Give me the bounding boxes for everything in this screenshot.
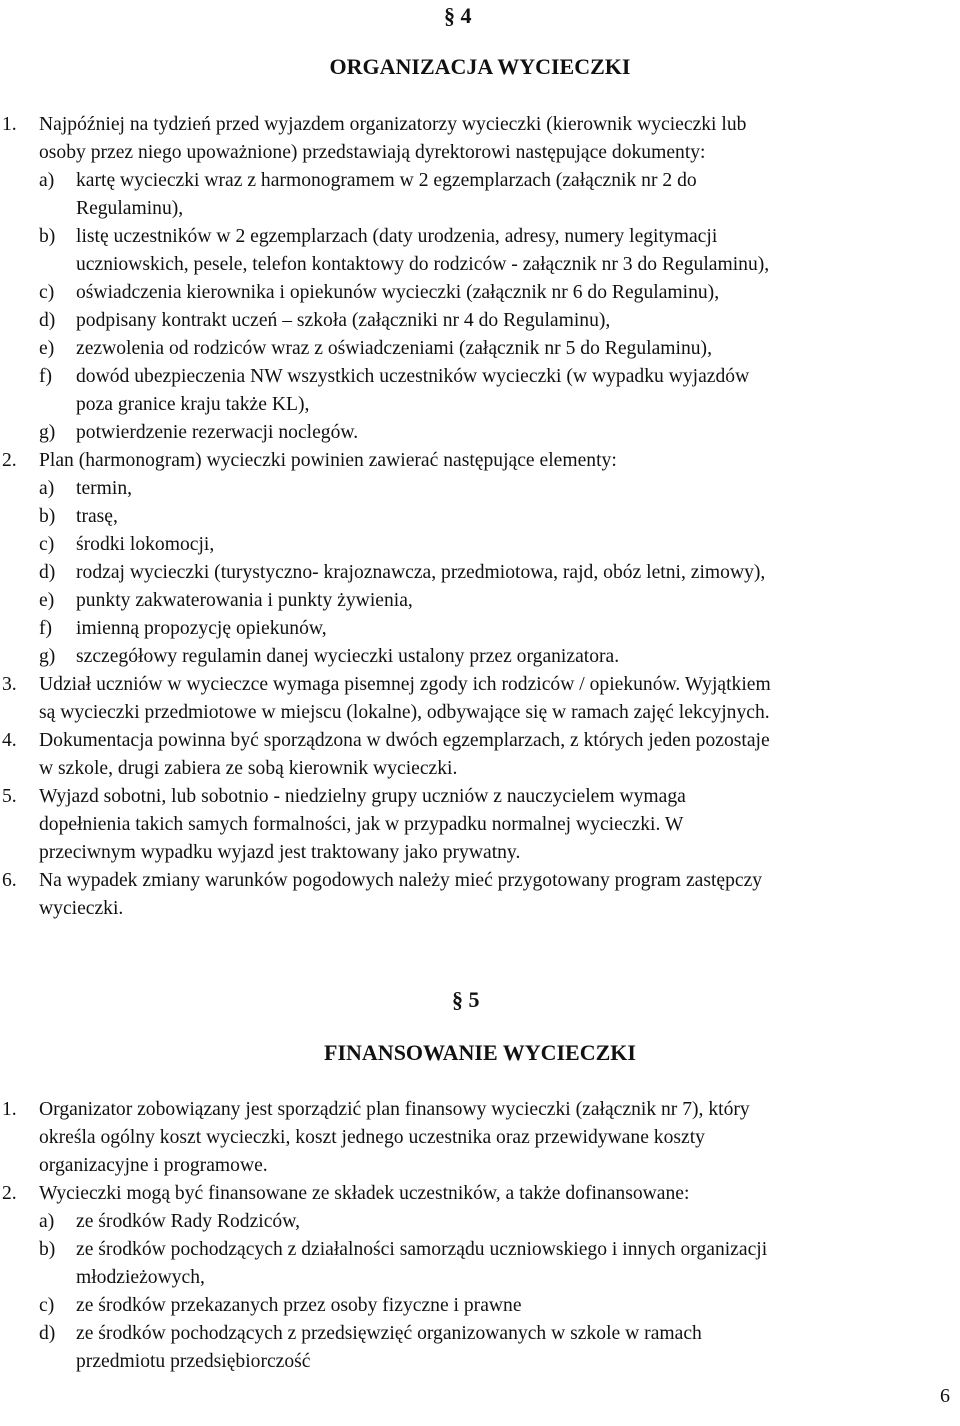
item-text: Plan (harmonogram) wycieczki powinien zawierać następujące elementy: — [39, 450, 617, 471]
list-item-line — [0, 811, 960, 839]
sub-item-text: młodzieżowych, — [76, 1267, 205, 1288]
sub-item-text: rodzaj wycieczki (turystyczno- krajoznawcza, przedmiotowa, rajd, obóz letni, zimowy), — [76, 562, 766, 583]
sub-item-letter: b) — [39, 506, 56, 527]
sub-item-line — [0, 531, 960, 559]
sub-item-text: potwierdzenie rezerwacji noclegów. — [76, 422, 359, 443]
sub-item-text: Regulaminu), — [76, 198, 184, 219]
list-item — [0, 1180, 960, 1376]
sub-item-letter: d) — [39, 1323, 56, 1344]
item-number: 3. — [2, 674, 17, 695]
sub-item-letter: c) — [39, 282, 55, 303]
sub-item-letter: c) — [39, 534, 55, 555]
section-5-title: FINANSOWANIE WYCIECZKI — [324, 1040, 636, 1065]
section-5-sign: § 5 — [452, 987, 480, 1012]
list-item-line — [0, 839, 960, 867]
list-item-line — [0, 895, 960, 923]
list-item — [0, 783, 960, 867]
sub-item-line — [0, 1264, 960, 1292]
sub-item-letter: e) — [39, 338, 55, 359]
sub-item-line — [0, 223, 960, 251]
item-text: określa ogólny koszt wycieczki, koszt jednego uczestnika oraz przewidywane koszty — [39, 1127, 705, 1148]
sub-item-line — [0, 503, 960, 531]
item-text: przeciwnym wypadku wyjazd jest traktowany jako prywatny. — [39, 842, 521, 863]
sub-item-text: szczegółowy regulamin danej wycieczki ustalony przez organizatora. — [76, 646, 620, 667]
page-number: 6 — [940, 1385, 950, 1407]
sub-item-letter: a) — [39, 170, 55, 191]
sub-item-text: kartę wycieczki wraz z harmonogramem w 2 egzemplarzach (załącznik nr 2 do — [76, 170, 697, 191]
sub-item-letter: g) — [39, 422, 56, 443]
sub-item-text: oświadczenia kierownika i opiekunów wycieczki (załącznik nr 6 do Regulaminu), — [76, 282, 720, 303]
sub-item-line — [0, 1320, 960, 1348]
list-item — [0, 447, 960, 671]
item-number: 6. — [2, 870, 17, 891]
list-item-line — [0, 727, 960, 755]
list-item-line — [0, 671, 960, 699]
list-item — [0, 867, 960, 923]
item-text: Najpóźniej na tydzień przed wyjazdem organizatorzy wycieczki (kierownik wycieczki lub — [39, 114, 747, 135]
item-text: Organizator zobowiązany jest sporządzić plan finansowy wycieczki (załącznik nr 7), który — [39, 1099, 750, 1120]
item-text: Dokumentacja powinna być sporządzona w dwóch egzemplarzach, z których jeden pozostaje — [39, 730, 770, 751]
list-item — [0, 1096, 960, 1180]
sub-item-letter: g) — [39, 646, 56, 667]
sub-item-letter: f) — [39, 618, 53, 639]
sub-item-line — [0, 391, 960, 419]
sub-item-text: ze środków pochodzących z działalności samorządu uczniowskiego i innych organizacji — [76, 1239, 768, 1260]
sub-item-text: imienną propozycję opiekunów, — [76, 618, 327, 639]
list-item-line — [0, 699, 960, 727]
sub-item-letter: c) — [39, 1295, 55, 1316]
sub-item-letter: d) — [39, 562, 56, 583]
list-item-line — [0, 755, 960, 783]
sub-item-line — [0, 335, 960, 363]
list-item — [0, 671, 960, 727]
sub-item-text: listę uczestników w 2 egzemplarzach (daty urodzenia, adresy, numery legitymacji — [76, 226, 718, 247]
item-text: Wyjazd sobotni, lub sobotnio - niedzielny grupy uczniów z nauczycielem wymaga — [39, 786, 686, 807]
item-number: 1. — [2, 114, 17, 135]
sub-item-text: poza granice kraju także KL), — [76, 394, 310, 415]
sub-item-line — [0, 615, 960, 643]
list-item-line — [0, 1124, 960, 1152]
sub-item-text: ze środków pochodzących z przedsięwzięć organizowanych w szkole w ramach — [76, 1323, 702, 1344]
list-item-line — [0, 447, 960, 475]
sub-item-text: dowód ubezpieczenia NW wszystkich uczestników wycieczki (w wypadku wyjazdów — [76, 366, 750, 387]
sub-item-text: środki lokomocji, — [76, 534, 215, 555]
sub-item-line — [0, 643, 960, 671]
sub-item-line — [0, 1236, 960, 1264]
sub-item-letter: b) — [39, 226, 56, 247]
sub-item-line — [0, 167, 960, 195]
section-5-body — [0, 1096, 960, 1376]
list-item-line — [0, 867, 960, 895]
sub-item-line — [0, 419, 960, 447]
sub-item-text: punkty zakwaterowania i punkty żywienia, — [76, 590, 413, 611]
sub-item-text: podpisany kontrakt uczeń – szkoła (załączniki nr 4 do Regulaminu), — [76, 310, 611, 331]
item-number: 5. — [2, 786, 17, 807]
sub-item-text: zezwolenia od rodziców wraz z oświadczeniami (załącznik nr 5 do Regulaminu), — [76, 338, 712, 359]
sub-item-line — [0, 559, 960, 587]
section-4-title: ORGANIZACJA WYCIECZKI — [329, 54, 631, 79]
sub-item-text: ze środków Rady Rodziców, — [76, 1211, 301, 1232]
sub-item-letter: e) — [39, 590, 55, 611]
sub-item-text: ze środków przekazanych przez osoby fizyczne i prawne — [76, 1295, 522, 1316]
sub-item-line — [0, 1292, 960, 1320]
item-text: wycieczki. — [39, 898, 124, 919]
list-item-line — [0, 783, 960, 811]
sub-item-letter: f) — [39, 366, 53, 387]
list-item-line — [0, 1152, 960, 1180]
list-item — [0, 727, 960, 783]
section-4-sign: § 4 — [444, 3, 472, 28]
item-text: osoby przez niego upoważnione) przedstawiają dyrektorowi następujące dokumenty: — [39, 142, 706, 163]
sub-item-letter: b) — [39, 1239, 56, 1260]
sub-item-line — [0, 251, 960, 279]
item-text: organizacyjne i programowe. — [39, 1155, 268, 1176]
item-text: Na wypadek zmiany warunków pogodowych należy mieć przygotowany program zastępczy — [39, 870, 763, 891]
list-item-line — [0, 1096, 960, 1124]
sub-item-line — [0, 279, 960, 307]
item-text: Wycieczki mogą być finansowane ze składek uczestników, a także dofinansowane: — [39, 1183, 690, 1204]
item-text: Udział uczniów w wycieczce wymaga pisemnej zgody ich rodziców / opiekunów. Wyjątkiem — [39, 674, 771, 695]
list-item-line — [0, 111, 960, 139]
sub-item-letter: a) — [39, 478, 55, 499]
sub-item-line — [0, 1348, 960, 1376]
list-item — [0, 111, 960, 447]
item-text: są wycieczki przedmiotowe w miejscu (lokalne), odbywające się w ramach zajęć lekcyjnych. — [39, 702, 770, 723]
sub-item-text: przedmiotu przedsiębiorczość — [76, 1351, 311, 1372]
sub-item-letter: d) — [39, 310, 56, 331]
sub-item-line — [0, 475, 960, 503]
list-item-line — [0, 139, 960, 167]
item-number: 2. — [2, 1183, 17, 1204]
sub-item-line — [0, 1208, 960, 1236]
sub-item-line — [0, 195, 960, 223]
item-text: w szkole, drugi zabiera ze sobą kierownik wycieczki. — [39, 758, 458, 779]
sub-item-line — [0, 307, 960, 335]
sub-item-text: trasę, — [76, 506, 118, 527]
sub-item-text: termin, — [76, 478, 133, 499]
sub-item-text: uczniowskich, pesele, telefon kontaktowy do rodziców - załącznik nr 3 do Regulaminu), — [76, 254, 770, 275]
item-number: 1. — [2, 1099, 17, 1120]
sub-item-letter: a) — [39, 1211, 55, 1232]
item-number: 2. — [2, 450, 17, 471]
sub-item-line — [0, 587, 960, 615]
item-text: dopełnienia takich samych formalności, jak w przypadku normalnej wycieczki. W — [39, 814, 684, 835]
list-item-line — [0, 1180, 960, 1208]
item-number: 4. — [2, 730, 17, 751]
sub-item-line — [0, 363, 960, 391]
section-4-body — [0, 111, 960, 923]
